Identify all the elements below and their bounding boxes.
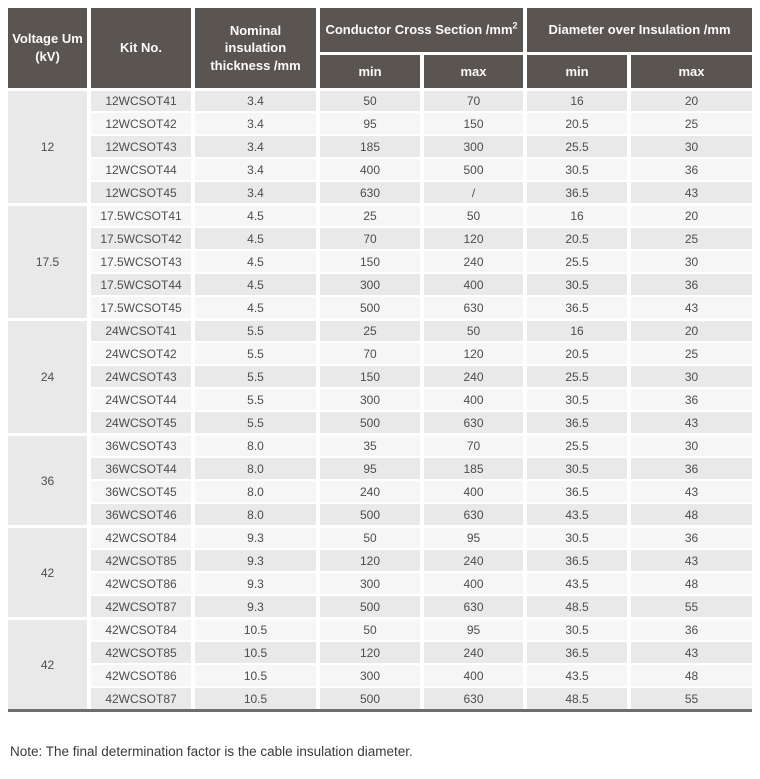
table-row [8, 433, 752, 456]
ccs-max-cell: 630 [424, 295, 527, 318]
ccs-max-cell: 240 [424, 364, 527, 387]
header-nominal-insulation: Nominal insulation thickness /mm [195, 8, 320, 88]
kit-no-cell: 36WCSOT43 [91, 433, 195, 456]
table-row [8, 295, 752, 318]
dia-max-cell: 36 [631, 387, 752, 410]
table-row [8, 88, 752, 111]
dia-max-cell: 30 [631, 134, 752, 157]
kit-no-cell: 17.5WCSOT45 [91, 295, 195, 318]
table-row [8, 387, 752, 410]
header-dia-max: max [631, 52, 752, 88]
nominal-thickness-cell: 9.3 [195, 525, 320, 548]
nominal-thickness-cell: 5.5 [195, 410, 320, 433]
ccs-max-cell: 70 [424, 88, 527, 111]
dia-max-cell: 36 [631, 272, 752, 295]
nominal-thickness-cell: 9.3 [195, 571, 320, 594]
ccs-max-cell: 150 [424, 111, 527, 134]
table-row [8, 364, 752, 387]
dia-max-cell: 43 [631, 548, 752, 571]
table-row [8, 203, 752, 226]
ccs-min-cell: 50 [320, 617, 424, 640]
kit-no-cell: 42WCSOT86 [91, 571, 195, 594]
dia-min-cell: 25.5 [527, 134, 631, 157]
dia-min-cell: 30.5 [527, 387, 631, 410]
kit-no-cell: 17.5WCSOT42 [91, 226, 195, 249]
table-row [8, 318, 752, 341]
table-row [8, 456, 752, 479]
dia-max-cell: 43 [631, 410, 752, 433]
dia-min-cell: 48.5 [527, 686, 631, 709]
dia-min-cell: 30.5 [527, 456, 631, 479]
dia-max-cell: 55 [631, 594, 752, 617]
ccs-max-cell: 240 [424, 548, 527, 571]
voltage-cell: 36 [8, 433, 91, 525]
dia-max-cell: 20 [631, 88, 752, 111]
ccs-max-cell: / [424, 180, 527, 203]
dia-min-cell: 36.5 [527, 180, 631, 203]
ccs-max-cell: 120 [424, 226, 527, 249]
dia-max-cell: 30 [631, 364, 752, 387]
dia-min-cell: 43.5 [527, 571, 631, 594]
table-row [8, 157, 752, 180]
dia-min-cell: 20.5 [527, 341, 631, 364]
table-row [8, 249, 752, 272]
ccs-max-cell: 185 [424, 456, 527, 479]
dia-min-cell: 36.5 [527, 295, 631, 318]
ccs-max-cell: 95 [424, 617, 527, 640]
ccs-max-cell: 400 [424, 387, 527, 410]
table-header [8, 8, 752, 88]
ccs-max-cell: 240 [424, 249, 527, 272]
nominal-thickness-cell: 8.0 [195, 433, 320, 456]
dia-max-cell: 48 [631, 571, 752, 594]
nominal-thickness-cell: 3.4 [195, 180, 320, 203]
nominal-thickness-cell: 4.5 [195, 295, 320, 318]
dia-min-cell: 25.5 [527, 433, 631, 456]
dia-min-cell: 30.5 [527, 525, 631, 548]
ccs-min-cell: 500 [320, 686, 424, 709]
ccs-max-cell: 240 [424, 640, 527, 663]
header-ccs-max: max [424, 52, 527, 88]
ccs-min-cell: 500 [320, 410, 424, 433]
nominal-thickness-cell: 3.4 [195, 111, 320, 134]
kit-no-cell: 12WCSOT41 [91, 88, 195, 111]
table-row [8, 180, 752, 203]
ccs-min-cell: 300 [320, 387, 424, 410]
dia-min-cell: 16 [527, 88, 631, 111]
kit-no-cell: 12WCSOT45 [91, 180, 195, 203]
kit-no-cell: 24WCSOT41 [91, 318, 195, 341]
nominal-thickness-cell: 8.0 [195, 456, 320, 479]
header-kit-no: Kit No. [91, 8, 195, 88]
nominal-thickness-cell: 10.5 [195, 686, 320, 709]
voltage-cell: 42 [8, 525, 91, 617]
nominal-thickness-cell: 4.5 [195, 249, 320, 272]
nominal-thickness-cell: 9.3 [195, 594, 320, 617]
kit-no-cell: 12WCSOT42 [91, 111, 195, 134]
voltage-cell: 24 [8, 318, 91, 433]
nominal-thickness-cell: 3.4 [195, 88, 320, 111]
table-row [8, 134, 752, 157]
ccs-max-cell: 630 [424, 686, 527, 709]
ccs-max-cell: 95 [424, 525, 527, 548]
ccs-min-cell: 630 [320, 180, 424, 203]
nominal-thickness-cell: 5.5 [195, 387, 320, 410]
ccs-min-cell: 95 [320, 456, 424, 479]
dia-max-cell: 30 [631, 433, 752, 456]
table-row [8, 686, 752, 709]
header-conductor-cross-section [320, 8, 527, 52]
kit-no-cell: 42WCSOT84 [91, 525, 195, 548]
ccs-min-cell: 300 [320, 663, 424, 686]
kit-no-cell: 42WCSOT87 [91, 594, 195, 617]
dia-min-cell: 48.5 [527, 594, 631, 617]
ccs-max-cell: 300 [424, 134, 527, 157]
ccs-max-cell: 500 [424, 157, 527, 180]
dia-min-cell: 36.5 [527, 640, 631, 663]
table-row [8, 479, 752, 502]
nominal-thickness-cell: 9.3 [195, 548, 320, 571]
dia-min-cell: 20.5 [527, 226, 631, 249]
kit-no-cell: 42WCSOT85 [91, 548, 195, 571]
header-conductor-cross-section-label: Conductor Cross Section /mm [325, 22, 513, 38]
dia-max-cell: 48 [631, 502, 752, 525]
ccs-min-cell: 35 [320, 433, 424, 456]
kit-no-cell: 12WCSOT43 [91, 134, 195, 157]
header-voltage: Voltage Um (kV) [8, 8, 91, 88]
nominal-thickness-cell: 8.0 [195, 502, 320, 525]
ccs-min-cell: 300 [320, 272, 424, 295]
dia-min-cell: 25.5 [527, 249, 631, 272]
table-row [8, 617, 752, 640]
ccs-min-cell: 120 [320, 548, 424, 571]
ccs-min-cell: 500 [320, 295, 424, 318]
dia-min-cell: 25.5 [527, 364, 631, 387]
table-row [8, 571, 752, 594]
nominal-thickness-cell: 5.5 [195, 364, 320, 387]
ccs-min-cell: 95 [320, 111, 424, 134]
kit-no-cell: 36WCSOT46 [91, 502, 195, 525]
nominal-thickness-cell: 5.5 [195, 318, 320, 341]
nominal-thickness-cell: 4.5 [195, 203, 320, 226]
nominal-thickness-cell: 8.0 [195, 479, 320, 502]
insulation-kit-spec-table [8, 8, 752, 712]
ccs-min-cell: 50 [320, 88, 424, 111]
ccs-min-cell: 400 [320, 157, 424, 180]
nominal-thickness-cell: 10.5 [195, 640, 320, 663]
ccs-min-cell: 120 [320, 640, 424, 663]
ccs-min-cell: 300 [320, 571, 424, 594]
dia-min-cell: 16 [527, 318, 631, 341]
dia-max-cell: 30 [631, 249, 752, 272]
header-conductor-cross-section-sup: 2 [512, 20, 518, 31]
ccs-max-cell: 630 [424, 410, 527, 433]
nominal-thickness-cell: 4.5 [195, 226, 320, 249]
dia-max-cell: 43 [631, 295, 752, 318]
dia-min-cell: 30.5 [527, 157, 631, 180]
kit-no-cell: 17.5WCSOT44 [91, 272, 195, 295]
ccs-min-cell: 185 [320, 134, 424, 157]
table-body [8, 88, 752, 709]
ccs-max-cell: 50 [424, 318, 527, 341]
ccs-min-cell: 70 [320, 341, 424, 364]
dia-max-cell: 36 [631, 456, 752, 479]
dia-max-cell: 48 [631, 663, 752, 686]
nominal-thickness-cell: 10.5 [195, 663, 320, 686]
dia-min-cell: 30.5 [527, 617, 631, 640]
nominal-thickness-cell: 4.5 [195, 272, 320, 295]
kit-no-cell: 36WCSOT44 [91, 456, 195, 479]
table-row [8, 272, 752, 295]
dia-min-cell: 20.5 [527, 111, 631, 134]
voltage-cell: 42 [8, 617, 91, 709]
ccs-max-cell: 400 [424, 272, 527, 295]
table-row [8, 594, 752, 617]
table-row [8, 525, 752, 548]
header-row-groups [8, 8, 752, 52]
ccs-min-cell: 150 [320, 249, 424, 272]
table-row [8, 410, 752, 433]
dia-max-cell: 20 [631, 203, 752, 226]
kit-no-cell: 36WCSOT45 [91, 479, 195, 502]
header-dia-min: min [527, 52, 631, 88]
dia-min-cell: 43.5 [527, 663, 631, 686]
dia-min-cell: 16 [527, 203, 631, 226]
voltage-cell: 12 [8, 88, 91, 203]
kit-no-cell: 24WCSOT44 [91, 387, 195, 410]
ccs-max-cell: 50 [424, 203, 527, 226]
table-row [8, 663, 752, 686]
ccs-min-cell: 500 [320, 594, 424, 617]
ccs-max-cell: 400 [424, 571, 527, 594]
header-ccs-min: min [320, 52, 424, 88]
dia-max-cell: 36 [631, 617, 752, 640]
ccs-min-cell: 50 [320, 525, 424, 548]
nominal-thickness-cell: 3.4 [195, 157, 320, 180]
table-row [8, 341, 752, 364]
header-diameter-over-insulation: Diameter over Insulation /mm [527, 8, 752, 52]
dia-max-cell: 36 [631, 525, 752, 548]
dia-min-cell: 36.5 [527, 479, 631, 502]
kit-no-cell: 24WCSOT45 [91, 410, 195, 433]
dia-min-cell: 43.5 [527, 502, 631, 525]
table-row [8, 640, 752, 663]
ccs-min-cell: 70 [320, 226, 424, 249]
dia-max-cell: 55 [631, 686, 752, 709]
dia-max-cell: 20 [631, 318, 752, 341]
ccs-min-cell: 240 [320, 479, 424, 502]
ccs-min-cell: 25 [320, 318, 424, 341]
dia-max-cell: 43 [631, 479, 752, 502]
nominal-thickness-cell: 3.4 [195, 134, 320, 157]
kit-no-cell: 42WCSOT87 [91, 686, 195, 709]
ccs-max-cell: 630 [424, 594, 527, 617]
kit-no-cell: 42WCSOT84 [91, 617, 195, 640]
kit-no-cell: 24WCSOT43 [91, 364, 195, 387]
voltage-cell: 17.5 [8, 203, 91, 318]
dia-max-cell: 43 [631, 640, 752, 663]
dia-max-cell: 25 [631, 226, 752, 249]
dia-min-cell: 30.5 [527, 272, 631, 295]
nominal-thickness-cell: 10.5 [195, 617, 320, 640]
kit-no-cell: 42WCSOT85 [91, 640, 195, 663]
table-row [8, 111, 752, 134]
note-text: Note: The final determination factor is the cable insulation diameter. [10, 744, 413, 759]
ccs-max-cell: 400 [424, 663, 527, 686]
table-row [8, 226, 752, 249]
nominal-thickness-cell: 5.5 [195, 341, 320, 364]
kit-no-cell: 17.5WCSOT43 [91, 249, 195, 272]
dia-max-cell: 25 [631, 111, 752, 134]
table-row [8, 502, 752, 525]
dia-min-cell: 36.5 [527, 548, 631, 571]
ccs-min-cell: 500 [320, 502, 424, 525]
dia-max-cell: 36 [631, 157, 752, 180]
table-row [8, 548, 752, 571]
ccs-max-cell: 400 [424, 479, 527, 502]
kit-no-cell: 42WCSOT86 [91, 663, 195, 686]
dia-min-cell: 36.5 [527, 410, 631, 433]
ccs-max-cell: 70 [424, 433, 527, 456]
dia-max-cell: 25 [631, 341, 752, 364]
dia-max-cell: 43 [631, 180, 752, 203]
ccs-max-cell: 120 [424, 341, 527, 364]
ccs-min-cell: 150 [320, 364, 424, 387]
kit-no-cell: 24WCSOT42 [91, 341, 195, 364]
kit-no-cell: 12WCSOT44 [91, 157, 195, 180]
ccs-max-cell: 630 [424, 502, 527, 525]
ccs-min-cell: 25 [320, 203, 424, 226]
kit-no-cell: 17.5WCSOT41 [91, 203, 195, 226]
